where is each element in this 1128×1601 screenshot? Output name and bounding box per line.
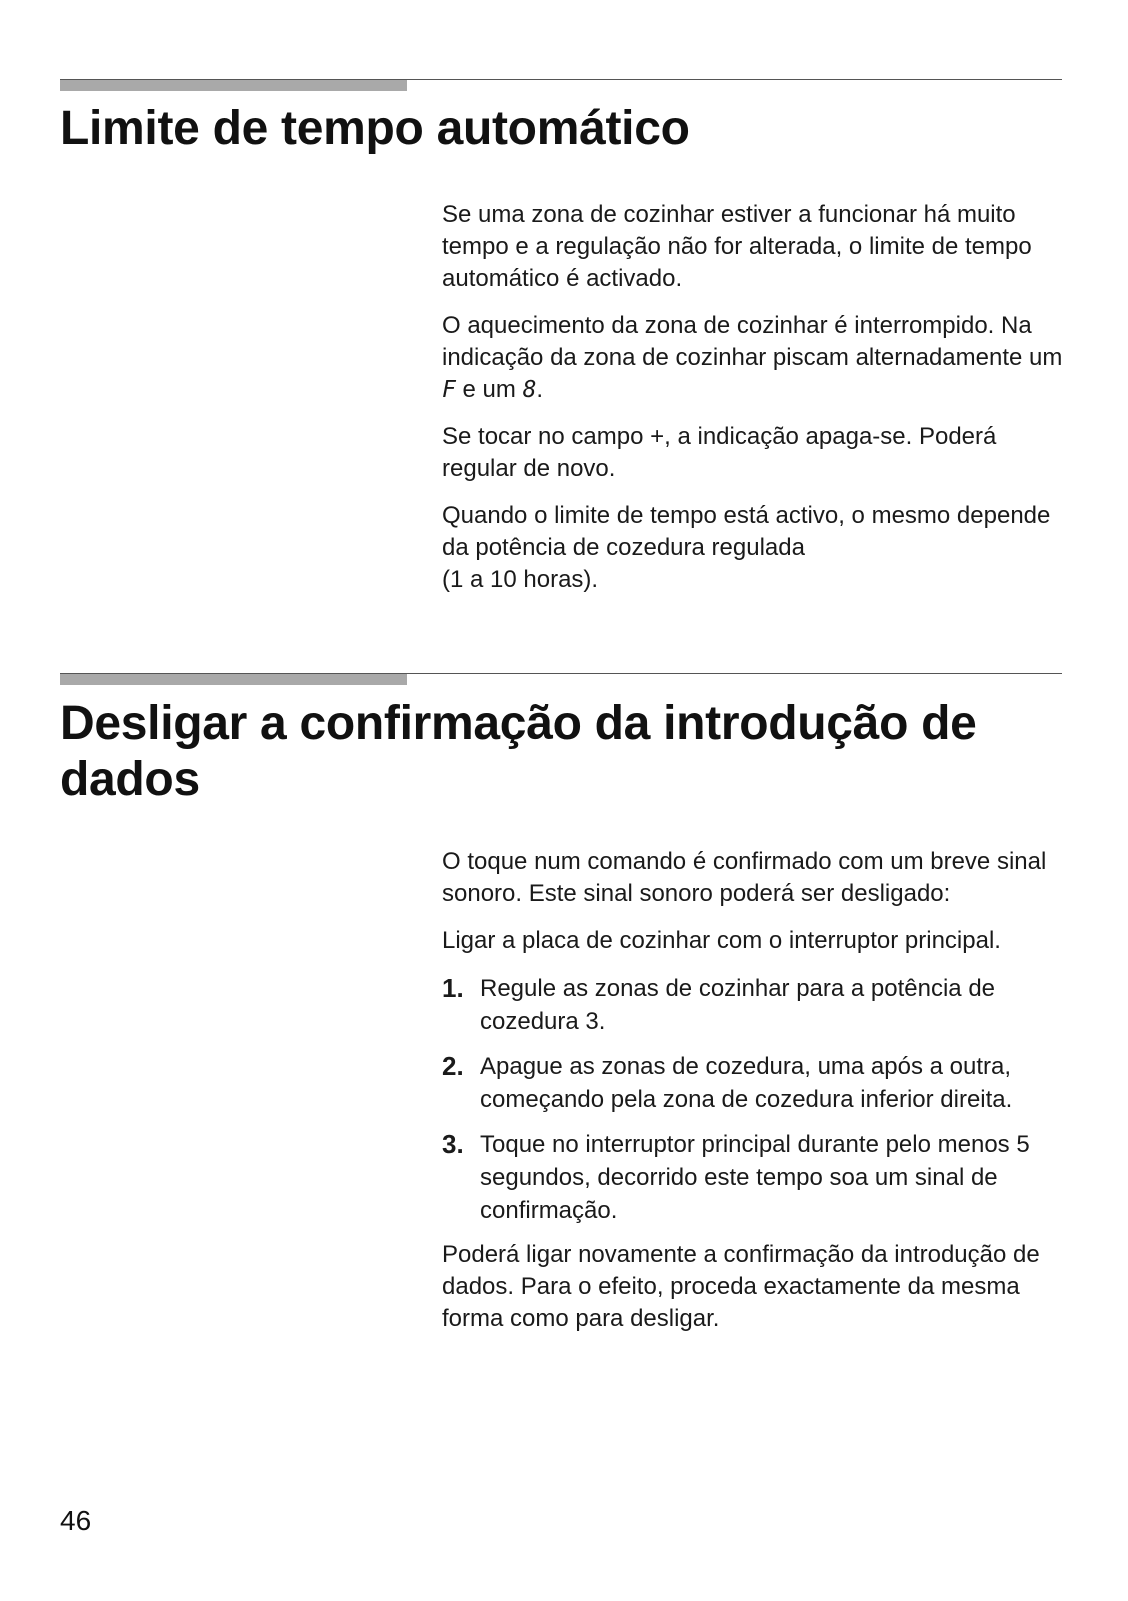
step-text: Toque no interruptor principal durante pelo menos 5 segundos, decorrido este tempo soa um sinal de confirmação. xyxy=(480,1131,1030,1224)
divider-line xyxy=(60,79,1062,80)
paragraph: Poderá ligar novamente a confirmação da introdução de dados. Para o efeito, proceda exactamente da mesma forma como para desligar. xyxy=(442,1241,1040,1332)
section-title-disable-input-confirmation: Desligar a confirmação da introdução de dados xyxy=(60,697,977,806)
step-text: Apague as zonas de cozedura, uma após a outra, começando pela zona de cozedura inferior direita. xyxy=(480,1053,1013,1113)
paragraph-text: (1 a 10 horas). xyxy=(442,566,599,593)
section-body-auto-time-limit xyxy=(442,199,1072,611)
divider-bar xyxy=(60,673,407,685)
paragraph-text: Quando o limite de tempo está activo, o mesmo depende da potência de cozedura regulada xyxy=(442,502,1051,561)
section-divider-1 xyxy=(60,79,1062,91)
step-number: 3. xyxy=(442,1129,464,1159)
page-number: 46 xyxy=(60,1505,92,1536)
divider-bar xyxy=(60,79,407,91)
list-item xyxy=(442,1128,1072,1227)
section-divider-2 xyxy=(60,673,1062,685)
paragraph: Ligar a placa de cozinhar com o interruptor principal. xyxy=(442,927,1001,954)
display-symbol-8: 8 xyxy=(522,377,537,403)
step-number: 2. xyxy=(442,1051,464,1081)
paragraph-text: . xyxy=(536,376,544,403)
paragraph xyxy=(442,500,1072,596)
list-item xyxy=(442,1050,1072,1116)
paragraph: Se uma zona de cozinhar estiver a funcionar há muito tempo e a regulação não for alterada, o limite de tempo automático é activado. xyxy=(442,201,1032,292)
paragraph-text: e um xyxy=(462,376,516,403)
step-text: Regule as zonas de cozinhar para a potência de cozedura 3. xyxy=(480,975,996,1035)
paragraph xyxy=(442,310,1072,406)
paragraph: O toque num comando é confirmado com um breve sinal sonoro. Este sinal sonoro poderá ser desligado: xyxy=(442,848,1047,907)
paragraph: Se tocar no campo +, a indicação apaga-se. Poderá regular de novo. xyxy=(442,423,997,482)
step-number: 1. xyxy=(442,973,464,1003)
divider-line xyxy=(60,673,1062,674)
section-title-auto-time-limit: Limite de tempo automático xyxy=(60,102,690,155)
steps-list xyxy=(442,972,1072,1227)
list-item xyxy=(442,972,1072,1038)
paragraph-text: O aquecimento da zona de cozinhar é interrompido. Na indicação da zona de cozinhar piscam alternadamente um xyxy=(442,312,1063,371)
display-symbol-f: F xyxy=(442,377,456,403)
section-body-disable-input-confirmation xyxy=(442,846,1072,1350)
